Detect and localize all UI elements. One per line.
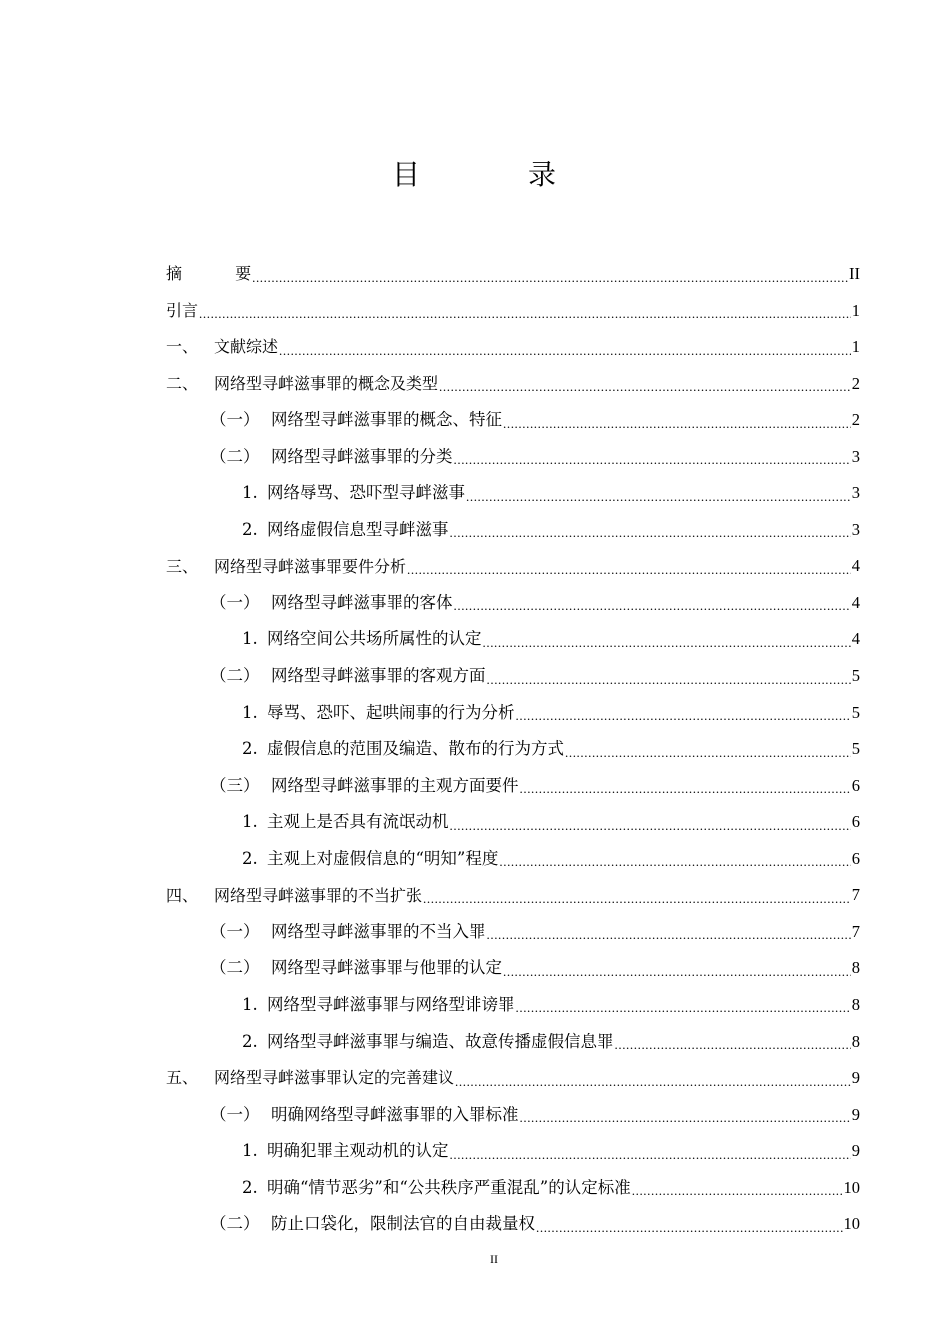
toc-entry[interactable] <box>166 439 860 476</box>
toc-entry-number: 1. <box>242 483 258 503</box>
toc-entry-page: 2 <box>851 410 860 430</box>
toc-entry-page: 9 <box>851 1068 860 1088</box>
toc-entry-page: 3 <box>851 483 860 503</box>
toc-entry-number: 一、 <box>166 337 199 357</box>
dot-leader <box>455 1075 851 1097</box>
toc-entry-number: （一） <box>210 410 260 430</box>
toc-entry-label: 明确网络型寻衅滋事罪的入罪标准 <box>271 1104 519 1124</box>
toc-entry-label: 网络型寻衅滋事罪的客观方面 <box>271 666 486 686</box>
toc-entry-label: 明确犯罪主观动机的认定 <box>267 1141 449 1161</box>
toc-entry[interactable] <box>166 293 860 330</box>
dot-leader <box>499 855 850 877</box>
dot-leader <box>450 526 851 548</box>
toc-entry-page: 9 <box>851 1141 860 1161</box>
dot-leader <box>503 965 851 987</box>
dot-leader <box>454 453 851 475</box>
toc-entry[interactable] <box>166 914 860 951</box>
toc-entry[interactable] <box>166 768 860 805</box>
toc-entry-label: 网络型寻衅滋事罪与网络型诽谤罪 <box>267 994 515 1014</box>
dot-leader <box>520 1111 851 1133</box>
toc-entry-page: 8 <box>851 958 860 978</box>
toc-entry-number: 1. <box>242 812 258 832</box>
toc-entry-label: 引言 <box>166 300 199 320</box>
toc-entry[interactable] <box>166 512 860 549</box>
toc-entry-page: 5 <box>851 739 860 759</box>
dot-leader <box>565 746 851 768</box>
toc-entry[interactable] <box>166 475 860 512</box>
dot-leader <box>199 307 851 329</box>
toc-entry-page: 3 <box>851 446 860 466</box>
toc-entry-number: 四、 <box>166 885 199 905</box>
toc-entry-page: 7 <box>851 921 860 941</box>
toc-entry-page: 8 <box>851 994 860 1014</box>
toc-entry[interactable] <box>166 621 860 658</box>
toc-entry[interactable] <box>166 950 860 987</box>
toc-entry-page: 7 <box>851 885 860 905</box>
page-number-footer: II <box>490 1252 498 1266</box>
toc-entry-number: 2. <box>242 1031 258 1051</box>
toc-entry-label: 网络型寻衅滋事罪的概念及类型 <box>214 373 439 393</box>
toc-entry[interactable] <box>166 877 860 914</box>
toc-entry[interactable] <box>166 695 860 732</box>
toc-entry[interactable] <box>166 366 860 403</box>
toc-entry[interactable] <box>166 1133 860 1170</box>
toc-entry-page: 9 <box>851 1104 860 1124</box>
toc-entry[interactable] <box>166 1170 860 1207</box>
toc-entry-label: 网络型寻衅滋事罪的主观方面要件 <box>271 775 519 795</box>
toc-entry[interactable] <box>166 402 860 439</box>
toc-entry-number: 摘 <box>166 264 183 284</box>
toc-entry[interactable] <box>166 1060 860 1097</box>
toc-entry-label: 要 <box>214 264 252 284</box>
dot-leader <box>450 1148 851 1170</box>
toc-entry-number: （二） <box>210 958 260 978</box>
toc-entry-page: 4 <box>851 592 860 612</box>
dot-leader <box>487 673 851 695</box>
page-title: 目 录 <box>391 158 596 191</box>
toc-entry-label: 网络型寻衅滋事罪的分类 <box>271 446 453 466</box>
toc-entry-page: 10 <box>843 1177 860 1197</box>
toc-entry-page: 4 <box>851 629 860 649</box>
dot-leader <box>407 563 851 585</box>
dot-leader <box>483 636 851 658</box>
toc-entry[interactable] <box>166 329 860 366</box>
dot-leader <box>454 599 851 621</box>
toc-entry-number: （二） <box>210 446 260 466</box>
toc-entry-number: （一） <box>210 921 260 941</box>
toc-entry-label: 网络型寻衅滋事罪要件分析 <box>214 556 407 576</box>
toc-entry-page: 4 <box>851 556 860 576</box>
dot-leader <box>615 1038 851 1060</box>
dot-leader <box>466 490 851 512</box>
toc-entry-number: （一） <box>210 592 260 612</box>
toc-entry-number: 二、 <box>166 373 199 393</box>
dot-leader <box>439 380 851 402</box>
toc-entry-number: 三、 <box>166 556 199 576</box>
toc-entry-label: 网络型寻衅滋事罪认定的完善建议 <box>214 1068 455 1088</box>
toc-entry-page: 8 <box>851 1031 860 1051</box>
toc-entry-number: 1. <box>242 994 258 1014</box>
toc-entry[interactable] <box>166 731 860 768</box>
toc-entry-number: （三） <box>210 775 260 795</box>
toc-entry-label: 网络虚假信息型寻衅滋事 <box>267 519 449 539</box>
dot-leader <box>516 1001 851 1023</box>
toc-entry-page: 6 <box>851 848 860 868</box>
toc-entry[interactable] <box>166 841 860 878</box>
dot-leader <box>632 1184 843 1206</box>
toc-entry[interactable] <box>166 804 860 841</box>
toc-entry-number: （一） <box>210 1104 260 1124</box>
toc-entry[interactable] <box>166 658 860 695</box>
toc-entry-number: 2. <box>242 1177 258 1197</box>
dot-leader <box>423 892 851 914</box>
toc-entry-label: 网络辱骂、恐吓型寻衅滋事 <box>267 483 465 503</box>
toc-entry-label: 防止口袋化，限制法官的自由裁量权 <box>271 1214 535 1234</box>
toc-entry[interactable] <box>166 1097 860 1134</box>
toc-entry-page: 5 <box>851 702 860 722</box>
toc-entry-page: 1 <box>851 300 860 320</box>
toc-entry-number: 1. <box>242 702 258 722</box>
toc-entry-number: 1. <box>242 629 258 649</box>
toc-entry-label: 主观上对虚假信息的“明知”程度 <box>267 848 499 868</box>
toc-entry-page: 10 <box>843 1214 860 1234</box>
toc-entry[interactable] <box>166 256 860 293</box>
dot-leader <box>516 709 851 731</box>
toc-entry-number: （二） <box>210 666 260 686</box>
toc-entry-label: 网络型寻衅滋事罪与编造、故意传播虚假信息罪 <box>267 1031 614 1051</box>
toc-entry-label: 网络型寻衅滋事罪的不当扩张 <box>214 885 423 905</box>
dot-leader <box>536 1221 843 1243</box>
toc-entry-label: 网络型寻衅滋事罪与他罪的认定 <box>271 958 502 978</box>
toc-entry-page: 6 <box>851 775 860 795</box>
toc-entry-number: 2. <box>242 739 258 759</box>
toc-entry-label: 主观上是否具有流氓动机 <box>267 812 449 832</box>
toc-entry-page: 1 <box>851 337 860 357</box>
toc-entry-page: 5 <box>851 666 860 686</box>
toc-entry-label: 明确“情节恶劣”和“公共秩序严重混乱”的认定标准 <box>267 1177 631 1197</box>
toc-entry-page: 3 <box>851 519 860 539</box>
toc-entry-page: II <box>849 264 860 284</box>
toc-entry-page: 6 <box>851 812 860 832</box>
dot-leader <box>487 928 851 950</box>
toc-entry[interactable] <box>166 585 860 622</box>
dot-leader <box>279 344 851 366</box>
toc-entry-label: 网络型寻衅滋事罪的不当入罪 <box>271 921 486 941</box>
toc-entry-number: （二） <box>210 1214 260 1234</box>
toc-entry[interactable] <box>166 1023 860 1060</box>
toc-entry-page: 2 <box>851 373 860 393</box>
dot-leader <box>450 819 851 841</box>
dot-leader <box>252 271 848 293</box>
toc-entry[interactable] <box>166 987 860 1024</box>
toc-entry-label: 文献综述 <box>214 337 279 357</box>
toc-entry-label: 辱骂、恐吓、起哄闹事的行为分析 <box>267 702 515 722</box>
toc-entry-label: 虚假信息的范围及编造、散布的行为方式 <box>267 739 564 759</box>
toc-entry[interactable] <box>166 1206 860 1243</box>
dot-leader <box>503 417 851 439</box>
toc-entry-number: 2. <box>242 848 258 868</box>
toc-entry-number: 五、 <box>166 1068 199 1088</box>
toc-entry-number: 1. <box>242 1141 258 1161</box>
toc-entry[interactable] <box>166 548 860 585</box>
toc-entry-label: 网络型寻衅滋事罪的概念、特征 <box>271 410 502 430</box>
dot-leader <box>520 782 851 804</box>
table-of-contents <box>166 256 860 1243</box>
toc-entry-number: 2. <box>242 519 258 539</box>
toc-entry-label: 网络空间公共场所属性的认定 <box>267 629 482 649</box>
toc-entry-label: 网络型寻衅滋事罪的客体 <box>271 592 453 612</box>
